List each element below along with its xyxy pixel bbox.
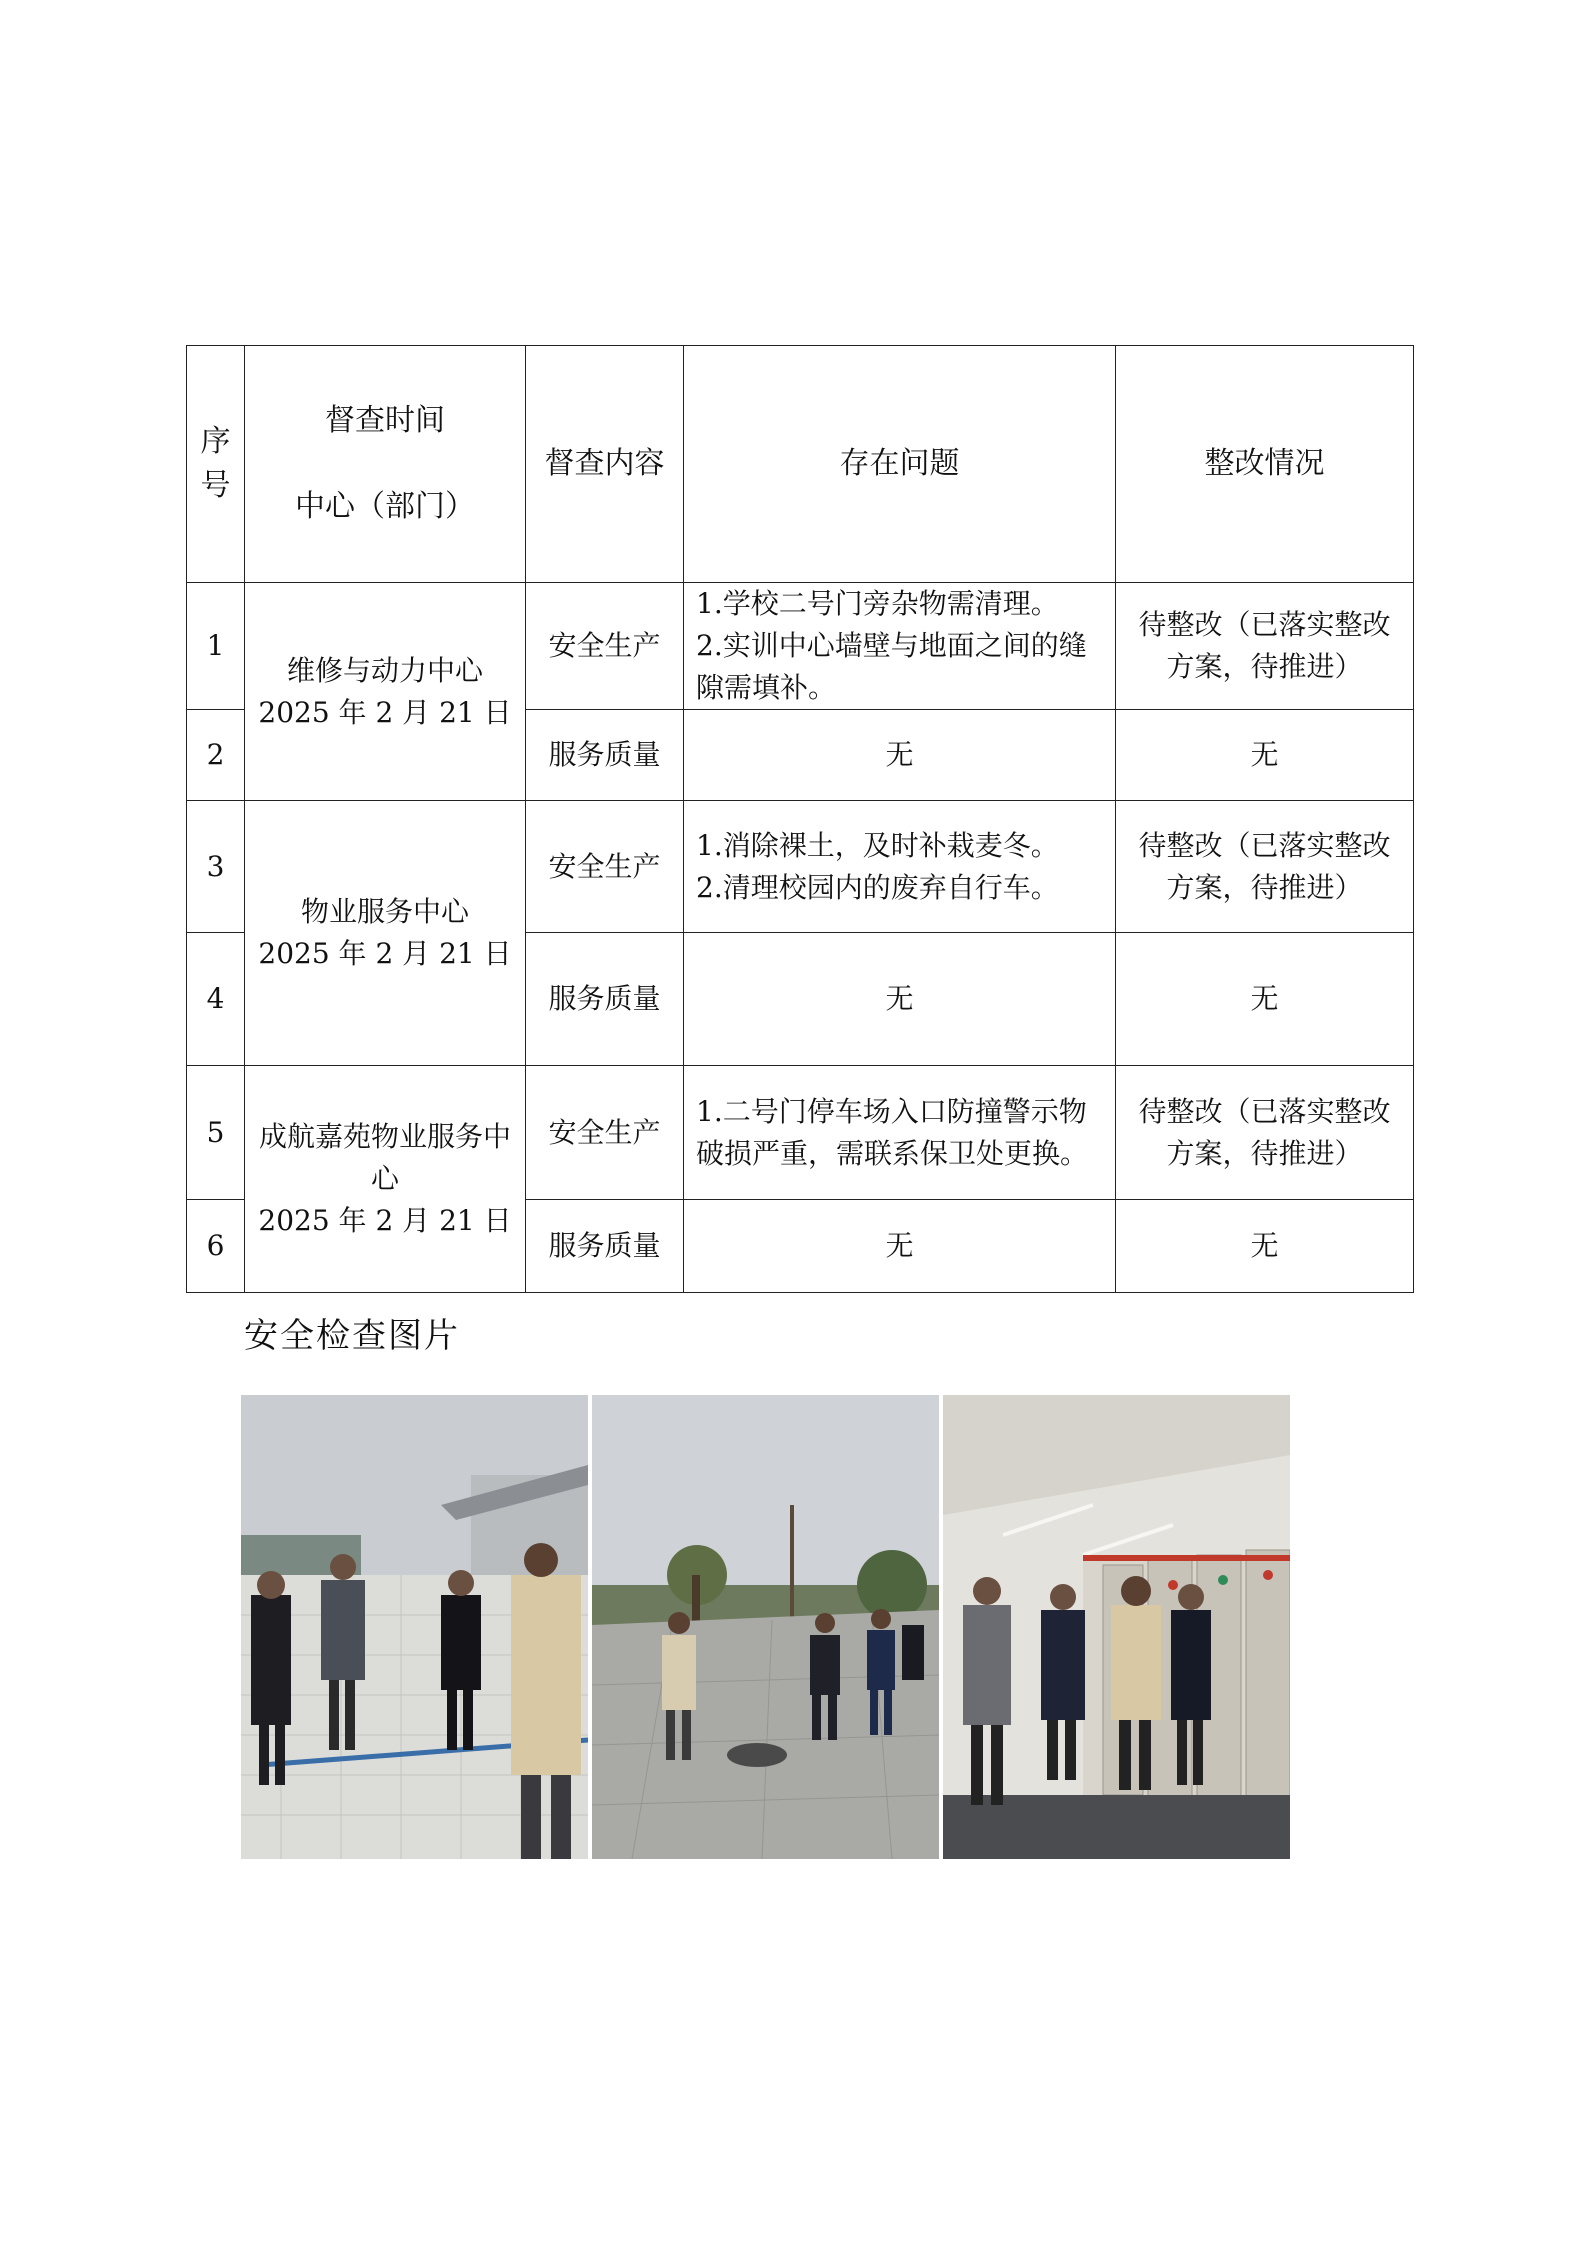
header-status: 整改情况 xyxy=(1116,346,1414,583)
header-index: 序号 xyxy=(187,346,245,583)
dept-cell xyxy=(245,801,526,1066)
content-cell: 安全生产 xyxy=(526,801,684,933)
content-cell: 安全生产 xyxy=(526,583,684,710)
status-cell: 无 xyxy=(1116,933,1414,1066)
dept-name: 成航嘉苑物业服务中心 xyxy=(258,1120,511,1195)
content-cell: 安全生产 xyxy=(526,1066,684,1200)
table-row xyxy=(187,583,1414,710)
status-cell: 无 xyxy=(1116,710,1414,801)
photos-section-title: 安全检查图片 xyxy=(244,1316,460,1356)
status-cell: 无 xyxy=(1116,1200,1414,1293)
issues-cell xyxy=(684,583,1116,710)
inspection-date: 2025 年 2 月 21 日 xyxy=(258,695,512,729)
inspection-photo-outdoor xyxy=(241,1395,588,1859)
table-row xyxy=(187,1066,1414,1200)
issues-cell: 无 xyxy=(684,710,1116,801)
row-number: 2 xyxy=(187,710,245,801)
issue-item: 1.学校二号门旁杂物需清理。 xyxy=(696,587,1059,620)
issue-item: 2.实训中心墙壁与地面之间的缝隙需填补。 xyxy=(696,629,1087,704)
table-header-row xyxy=(187,346,1414,583)
supervision-table xyxy=(186,345,1414,1293)
photo-strip xyxy=(241,1395,1290,1859)
issues-cell: 无 xyxy=(684,933,1116,1066)
content-cell: 服务质量 xyxy=(526,710,684,801)
header-content: 督查内容 xyxy=(526,346,684,583)
dept-name: 物业服务中心 xyxy=(300,895,469,928)
row-number: 4 xyxy=(187,933,245,1066)
issues-cell xyxy=(684,1066,1116,1200)
row-number: 3 xyxy=(187,801,245,933)
issue-item: 1.消除裸土，及时补栽麦冬。 xyxy=(696,828,1059,862)
issue-item: 1.二号门停车场入口防撞警示物破损严重，需联系保卫处更换。 xyxy=(696,1094,1089,1170)
status-cell: 待整改（已落实整改方案，待推进） xyxy=(1116,583,1414,710)
row-number: 1 xyxy=(187,583,245,710)
inspection-date: 2025 年 2 月 21 日 xyxy=(258,937,512,970)
header-time: 督查时间 xyxy=(325,403,445,438)
content-cell: 服务质量 xyxy=(526,933,684,1066)
row-number: 5 xyxy=(187,1066,245,1200)
header-dept: 中心（部门） xyxy=(295,489,475,524)
status-cell: 待整改（已落实整改方案，待推进） xyxy=(1116,1066,1414,1200)
header-issues: 存在问题 xyxy=(684,346,1116,583)
issues-cell: 无 xyxy=(684,1200,1116,1293)
dept-name: 维修与动力中心 xyxy=(286,653,483,687)
table-row xyxy=(187,801,1414,933)
inspection-photo-walkway xyxy=(592,1395,939,1859)
issue-item: 2.清理校园内的废弃自行车。 xyxy=(696,870,1059,904)
inspection-date: 2025 年 2 月 21 日 xyxy=(258,1204,512,1237)
content-cell: 服务质量 xyxy=(526,1200,684,1293)
dept-cell xyxy=(245,1066,526,1293)
dept-cell xyxy=(245,583,526,801)
status-cell: 待整改（已落实整改方案，待推进） xyxy=(1116,801,1414,933)
inspection-photo-power-room xyxy=(943,1395,1290,1859)
header-time-dept xyxy=(245,346,526,583)
issues-cell xyxy=(684,801,1116,933)
row-number: 6 xyxy=(187,1200,245,1293)
